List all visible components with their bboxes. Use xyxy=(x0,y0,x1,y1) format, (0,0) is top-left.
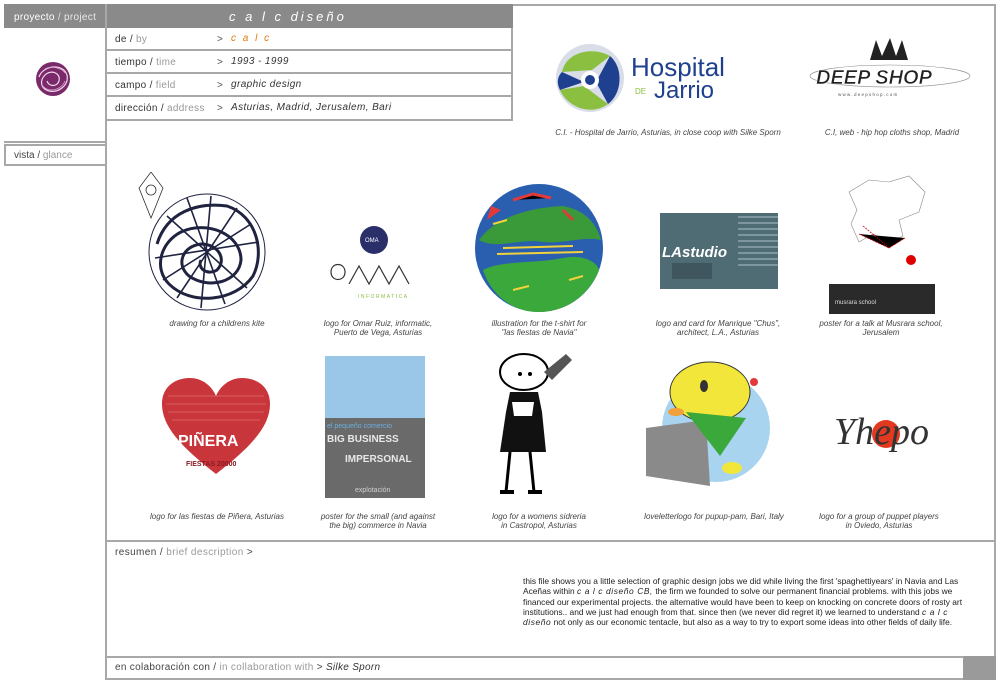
gallery-item-commerce-poster[interactable] xyxy=(325,356,425,498)
gallery-caption: drawing for a childrens kite xyxy=(169,319,265,328)
gallery-caption: loveletterlogo for pupup-pam, Bari, Italy xyxy=(644,512,784,521)
info-value: Asturias, Madrid, Jerusalem, Bari xyxy=(231,102,392,113)
gallery-caption: logo and card for Manrique "Chus", architect, L.A., Asturias xyxy=(655,319,781,337)
svg-text:Jarrio: Jarrio xyxy=(654,77,715,104)
summary-label: resumen / brief description > xyxy=(115,547,254,558)
project-nav[interactable] xyxy=(4,4,106,28)
pinera-heart-icon xyxy=(160,376,272,476)
section-divider xyxy=(107,656,964,658)
svg-text:musrara school: musrara school xyxy=(835,300,877,306)
arrow-icon: > xyxy=(217,80,223,91)
client-caption: C.I, web - hip hop cloths shop, Madrid xyxy=(824,128,960,137)
navia-globe-icon xyxy=(473,180,605,314)
svg-text:LAstudio: LAstudio xyxy=(662,244,727,261)
gallery-caption: logo for a group of puppet players in Oviedo, Asturias xyxy=(819,512,939,530)
woman-figure-icon xyxy=(490,352,582,500)
svg-text:FIESTAS 20000: FIESTAS 20000 xyxy=(186,461,237,468)
info-label: de / by xyxy=(115,34,148,45)
info-row-by xyxy=(107,28,513,51)
lastudio-card-icon xyxy=(660,213,778,289)
gallery-item-sidreria-logo[interactable] xyxy=(490,352,582,500)
gallery-item-pinera-logo[interactable] xyxy=(160,376,272,476)
hospital-jarrio-logo[interactable] xyxy=(552,42,777,118)
svg-text:BIG BUSINESS: BIG BUSINESS xyxy=(327,434,399,445)
svg-text:DE: DE xyxy=(635,87,647,96)
page-title: c a l c diseño xyxy=(107,4,513,28)
info-row-time xyxy=(107,51,513,74)
svg-text:Yhepo: Yhepo xyxy=(834,411,929,453)
info-row-address xyxy=(107,97,513,121)
info-row-field xyxy=(107,74,513,97)
gallery-caption: logo for a womens sidreria in Castropol, Asturias xyxy=(492,512,586,530)
view-nav[interactable] xyxy=(4,144,106,166)
frame-right xyxy=(994,4,996,658)
view-label-en: glance xyxy=(42,150,73,161)
project-label-en: project xyxy=(64,12,97,23)
collaboration-line: en colaboración con / in collaboration with > Silke Sporn xyxy=(115,662,381,673)
svg-text:Hospital: Hospital xyxy=(631,52,725,82)
separator: / xyxy=(57,12,61,23)
gallery-caption: logo for las fiestas de Piñera, Asturias xyxy=(150,512,284,521)
gallery-caption: logo for Omar Ruiz, informatic, Puerto de Vega, Asturias xyxy=(323,319,433,337)
gallery-item-yhepo-logo[interactable] xyxy=(830,396,940,462)
arrow-icon: > xyxy=(217,34,223,45)
arrow-icon: > xyxy=(217,57,223,68)
gallery-item-loveletter-logo[interactable] xyxy=(646,356,782,486)
gallery-item-navia-illustration[interactable] xyxy=(473,180,605,314)
commerce-poster-icon xyxy=(325,356,425,498)
gallery-caption: poster for the small (and against the big) commerce in Navia xyxy=(320,512,436,530)
info-label: dirección / address xyxy=(115,103,205,114)
separator: / xyxy=(37,150,41,161)
musrara-poster-icon xyxy=(829,172,935,314)
svg-text:explotación: explotación xyxy=(355,487,391,494)
loveletter-icon xyxy=(646,356,782,486)
brand-logo-box xyxy=(4,27,107,143)
svg-text:el pequeño comercio: el pequeño comercio xyxy=(327,423,392,430)
frame-top xyxy=(512,4,996,6)
deep-shop-logo[interactable] xyxy=(806,38,974,100)
summary-text: this file shows you a little selection of graphic design jobs we did while living the first 'spaghettiyears' in Navia and Las Aceñas within c a l c diseño CB, the firm we founded to solve our permanent financial problems. with this jobs we financed our experimental projects. the alternative would have been to keep on knocking on concrete doors of rosty art institutions.. and we just had enough from that. since then (we never did regret it) we learned to understand c a l c diseño not only as our economic tentacle, but also as a way to try to export some ideas into other fields of daily life. xyxy=(523,576,963,628)
svg-text:INFORMATICA: INFORMATICA xyxy=(358,294,409,300)
gallery-item-musrara-poster[interactable] xyxy=(829,172,935,314)
view-label-es: vista xyxy=(14,150,35,161)
client-caption: C.I. - Hospital de Jarrio, Asturias, in close coop with Silke Sporn xyxy=(555,128,781,137)
svg-text:PIÑERA: PIÑERA xyxy=(178,433,239,450)
project-label-es: proyecto xyxy=(14,12,55,23)
svg-text:DEEP SHOP: DEEP SHOP xyxy=(816,67,932,89)
info-value[interactable]: c a l c xyxy=(231,33,272,44)
hospital-logo-icon xyxy=(552,42,777,118)
frame-bottom xyxy=(105,678,965,680)
gallery-item-lastudio-card[interactable] xyxy=(660,213,778,289)
collaborator-link[interactable]: Silke Sporn xyxy=(325,662,381,673)
deep-shop-logo-icon xyxy=(806,38,974,100)
kite-drawing-icon xyxy=(137,172,277,314)
info-label: campo / field xyxy=(115,80,176,91)
gallery-item-omar-logo[interactable] xyxy=(325,222,425,304)
yhepo-logo-icon xyxy=(830,396,940,462)
info-value: graphic design xyxy=(231,79,302,90)
svg-text:OMA: OMA xyxy=(365,238,379,244)
omar-logo-icon xyxy=(325,222,425,304)
section-divider xyxy=(107,540,996,542)
svg-text:IMPERSONAL: IMPERSONAL xyxy=(345,454,412,465)
scribble-ball-icon xyxy=(33,59,73,99)
svg-text:w w w . d e e p s h o p . c o: w w w . d e e p s h o p . c o m xyxy=(838,92,898,97)
gallery-caption: illustration for the t-shirt for "las fiestas de Navia" xyxy=(491,319,587,337)
gallery-caption: poster for a talk at Musrara school, Jerusalem xyxy=(819,319,943,337)
arrow-icon: > xyxy=(217,103,223,114)
info-label: tiempo / time xyxy=(115,57,177,68)
gallery-item-kite[interactable] xyxy=(137,172,277,314)
info-value: 1993 - 1999 xyxy=(231,56,289,67)
corner-block xyxy=(963,656,996,680)
